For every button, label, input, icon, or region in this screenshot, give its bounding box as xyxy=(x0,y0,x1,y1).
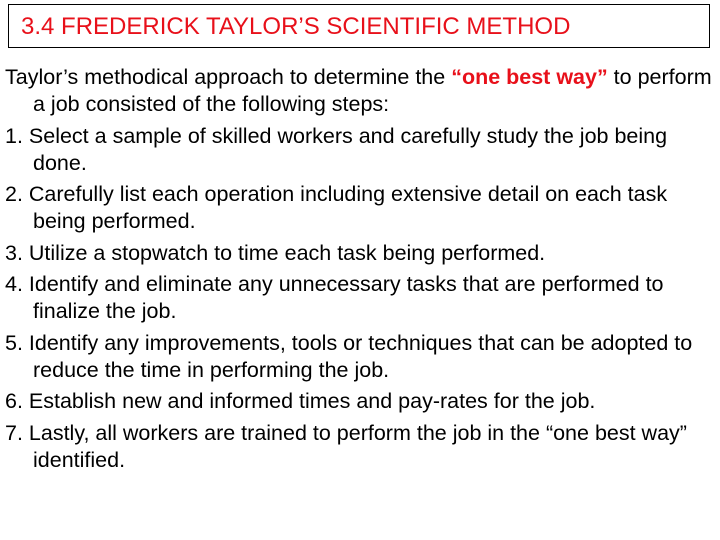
intro-text-before: Taylor’s methodical approach to determine the xyxy=(5,65,452,89)
step-2: 2. Carefully list each operation including extensive detail on each task being performed. xyxy=(5,182,668,234)
step-7: 7. Lastly, all workers are trained to perform the job in the “one best way” identified. xyxy=(5,420,687,472)
title-bar xyxy=(8,4,710,48)
step-4: 4. Identify and eliminate any unnecessary tasks that are performed to finalize the job. xyxy=(5,272,664,324)
slide-title: 3.4 FREDERICK TAYLOR’S SCIENTIFIC METHOD xyxy=(21,13,571,40)
step-5: 5. Identify any improvements, tools or techniques that can be adopted to reduce the time in performing the job. xyxy=(5,330,693,382)
slide-body xyxy=(5,64,717,478)
intro-emphasis: “one best way” xyxy=(451,65,608,89)
intro-paragraph xyxy=(5,64,717,118)
intro-text-after: to perform a job consisted of the following steps: xyxy=(33,65,712,117)
step-1: 1. Select a sample of skilled workers and carefully study the job being done. xyxy=(5,123,668,175)
step-3: 3. Utilize a stopwatch to time each task being performed. xyxy=(5,240,546,265)
step-6: 6. Establish new and informed times and pay-rates for the job. xyxy=(5,389,596,414)
